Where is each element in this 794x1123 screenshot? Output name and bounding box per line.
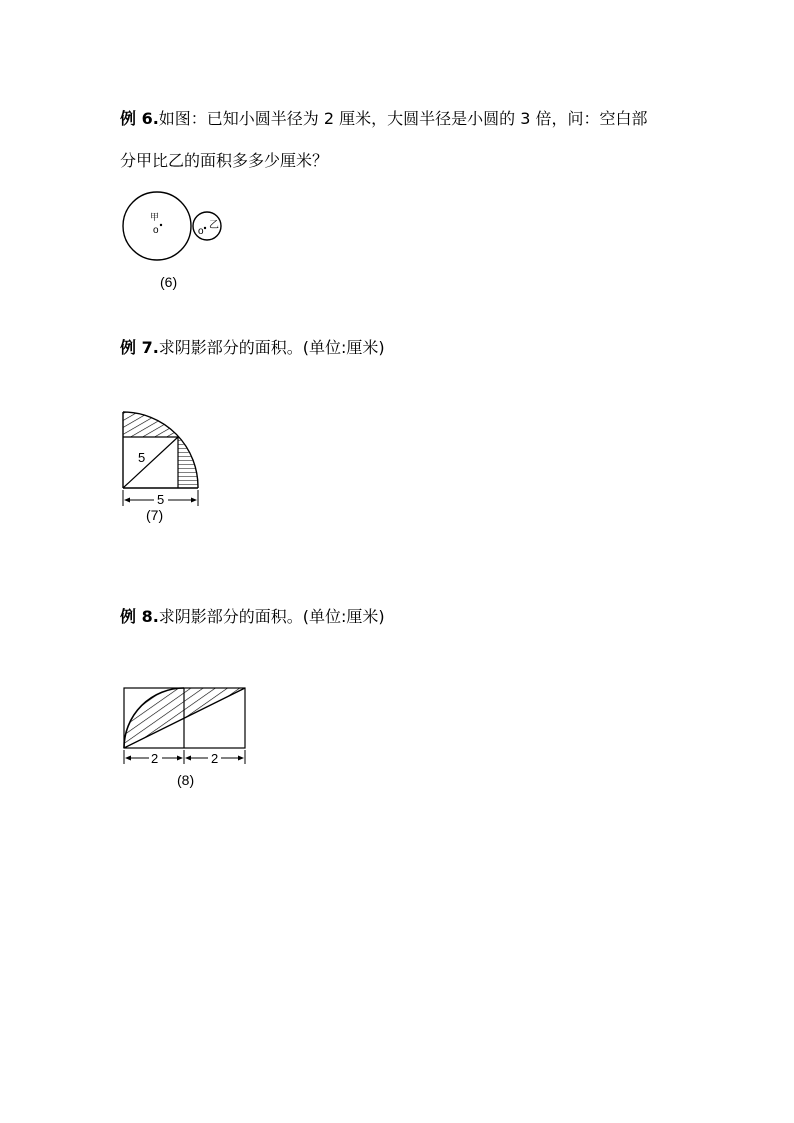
label-jia: 甲 bbox=[150, 212, 160, 222]
example-6-label: 例 6. bbox=[120, 109, 159, 128]
example-8-text: 求阴影部分的面积。(单位:厘米) bbox=[158, 607, 385, 626]
figure-7 bbox=[110, 400, 220, 530]
diagonal-label: 5 bbox=[138, 450, 146, 465]
example-6-line-1 bbox=[120, 108, 648, 130]
example-7-text: 求阴影部分的面积。(单位:厘米) bbox=[158, 338, 385, 357]
figure-8-caption: (8) bbox=[177, 772, 195, 788]
center-big: o bbox=[153, 225, 159, 236]
right-shaded-region bbox=[178, 437, 198, 488]
dim-arrow-2 bbox=[177, 756, 183, 761]
dimension-label: 5 bbox=[157, 492, 165, 507]
square-diagonal bbox=[123, 437, 178, 488]
dim-arrow-1 bbox=[125, 756, 131, 761]
dim-arrow-right bbox=[191, 498, 197, 503]
center-small-dot bbox=[204, 227, 206, 229]
dim-arrow-3 bbox=[185, 756, 191, 761]
label-yi: 乙 bbox=[209, 220, 219, 231]
dim-label-right: 2 bbox=[211, 751, 219, 766]
example-8-label: 例 8. bbox=[120, 607, 159, 626]
example-7-label: 例 7. bbox=[120, 338, 159, 357]
figure-6 bbox=[110, 180, 240, 295]
example-8-line bbox=[120, 606, 385, 628]
figure-8 bbox=[110, 676, 260, 796]
figure-6-caption: (6) bbox=[160, 274, 178, 290]
top-shaded-region bbox=[123, 412, 178, 437]
dim-arrow-4 bbox=[238, 756, 244, 761]
example-6-text-1: 如图：已知小圆半径为 2 厘米，大圆半径是小圆的 3 倍，问：空白部 bbox=[158, 109, 648, 128]
example-7-line bbox=[120, 337, 385, 359]
center-small: o bbox=[198, 226, 204, 237]
figure-7-caption: (7) bbox=[146, 507, 164, 523]
example-6-line-2: 分甲比乙的面积多多少厘米？ bbox=[120, 151, 329, 170]
dim-arrow-left bbox=[124, 498, 130, 503]
dim-label-left: 2 bbox=[151, 751, 159, 766]
center-big-dot bbox=[160, 224, 162, 226]
